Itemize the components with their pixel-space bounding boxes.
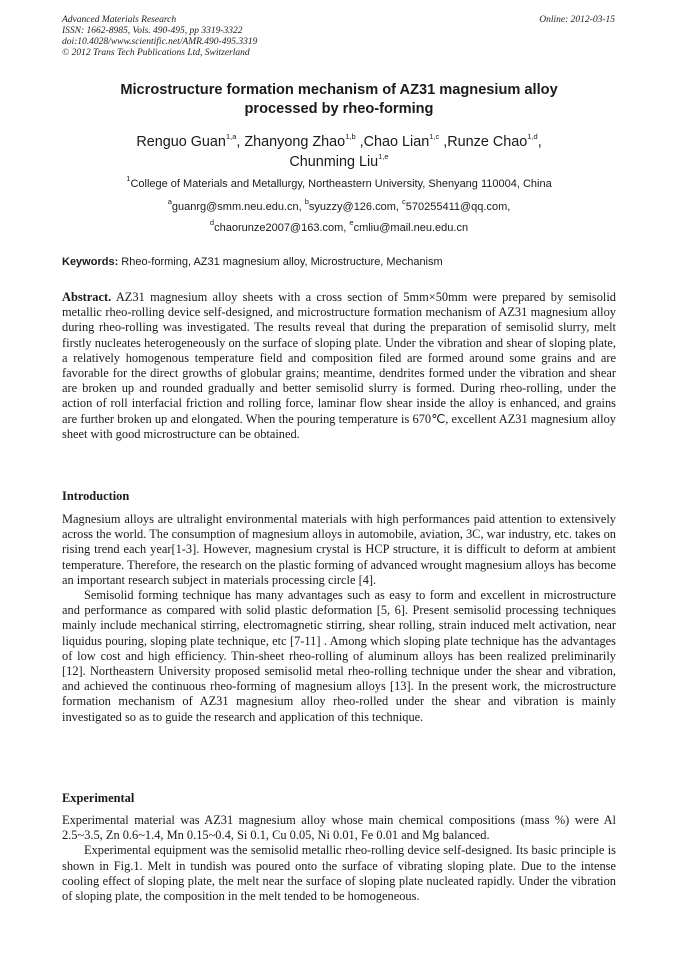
keywords-line	[62, 255, 616, 269]
email-address: chaorunze2007@163.com,	[214, 222, 350, 234]
journal-name: Advanced Materials Research	[62, 15, 177, 25]
abstract	[62, 290, 616, 442]
title-line-2: processed by rheo-forming	[244, 101, 434, 117]
copyright-line: © 2012 Trans Tech Publications Ltd, Switzerland	[62, 48, 250, 58]
email-superscript: e	[349, 218, 354, 228]
email-superscript: a	[167, 197, 172, 207]
email-address: guanrg@smm.neu.edu.cn,	[171, 201, 305, 213]
abstract-label: Abstract.	[62, 290, 112, 304]
author-separator: ,	[537, 134, 542, 150]
email-address: 570255411@qq.com,	[405, 201, 511, 213]
email-superscript: d	[209, 218, 215, 228]
author-name: ,Chao Lian	[355, 134, 430, 150]
title-line-1: Microstructure formation mechanism of AZ31 magnesium alloy	[120, 82, 558, 98]
keywords-label: Keywords:	[62, 256, 119, 268]
paragraph: Experimental equipment was the semisolid metallic rheo-rolling device self-designed. Its basic principle is shown in Fig.1. Melt in tundish was poured onto the surface of vibrating sloping plate. Due to the intense cooling effect of sloping plate, the melt near the surface of sloping plate nucleated rapidly. Under the vibration of sloping plate, the composition in the melt tended to be homogeneous.	[62, 843, 616, 904]
journal-meta	[62, 15, 257, 59]
author-name: Chunming Liu	[289, 154, 379, 170]
author-superscript: 1,a	[225, 132, 237, 142]
email-superscript: c	[402, 197, 406, 207]
paragraph: Experimental material was AZ31 magnesium alloy whose main chemical compositions (mass %) were Al 2.5~3.5, Zn 0.6~1.4, Mn 0.15~0.4, Si 0.1, Cu 0.05, Ni 0.01, Fe 0.01 and Mg balanced.	[62, 813, 616, 843]
introduction-section	[62, 512, 616, 725]
keywords-text: Rheo-forming, AZ31 magnesium alloy, Microstructure, Mechanism	[118, 256, 443, 268]
email-superscript: b	[304, 197, 309, 207]
email-address: cmliu@mail.neu.edu.cn	[353, 222, 469, 234]
issn-line: ISSN: 1662-8985, Vols. 490-495, pp 3319-3322	[62, 26, 243, 36]
experimental-section	[62, 813, 616, 904]
affiliation-text: College of Materials and Metallurgy, Northeastern University, Shenyang 110004, China	[130, 178, 552, 190]
author-name: Renguo Guan	[136, 134, 226, 150]
affiliation-superscript: 1	[126, 174, 131, 184]
email-list	[62, 197, 616, 239]
author-list	[62, 132, 616, 172]
doi-line: doi:10.4028/www.scientific.net/AMR.490-495.3319	[62, 37, 258, 47]
affiliation	[62, 174, 616, 191]
author-name: , Zhanyong Zhao	[236, 134, 346, 150]
section-heading-introduction: Introduction	[62, 489, 130, 503]
paragraph: Semisolid forming technique has many advantages such as easy to form and excellent in microstructure and performance as compared with solid plastic deformation [5, 6]. Present semisolid processing techniques mainly include mechanical stirring, electromagnetic stirring, shear rolling, strain induced melt activation, near liquidus pouring, sloping plate technique, etc [7-11] . Among which sloping plate technique has the advantages of low cost and high efficiency. Thin-sheet rheo-rolling of aluminum alloys has been realized preliminarily [12]. Northeastern University proposed semisolid metal rheo-rolling technique under the shear and vibration, and achieved the continuous rheo-forming of magnesium alloys [13]. In the present work, the microstructure formation mechanism of AZ31 magnesium alloy rheo-rolled under the shear and vibration is mainly investigated so as to guide the research and application of this technique.	[62, 588, 616, 724]
author-superscript: 1,d	[527, 132, 538, 142]
author-superscript: 1,e	[378, 152, 389, 162]
email-address: syuzzy@126.com,	[308, 201, 402, 213]
author-name: ,Runze Chao	[439, 134, 528, 150]
section-heading-experimental: Experimental	[62, 791, 135, 805]
online-date: Online: 2012-03-15	[539, 15, 615, 25]
abstract-text: AZ31 magnesium alloy sheets with a cross section of 5mm×50mm were prepared by semisolid metallic rheo-rolling device self-designed, and microstructure formation mechanism of AZ31 magnesium alloy during rheo-rolling was investigated. The results reveal that during the preparation of semisolid slurry, melt firstly nucleates heterogeneously on the surface of sloping plate. Under the vibration and shear of sloping plate, a relatively homogenous temperature field and composition filed are formed around some grains and are favorable for the direct growths of globular grains; meantime, dendrites formed under the vibration and shear are broken up and rounded gradually and better semisolid slurry is formed. During rheo-rolling, under the action of roll interfacial friction and rolling force, laminar flow shear inside the alloy is enhanced, and grains are further broken up and elongated. When the pouring temperature is 670℃, excellent AZ31 magnesium alloy sheet with good microstructure can be obtained.	[62, 290, 616, 441]
author-superscript: 1,c	[429, 132, 440, 142]
paper-title	[62, 81, 616, 119]
paragraph: Magnesium alloys are ultralight environmental materials with high performances paid attention to extensively across the world. The consumption of magnesium alloys in automobile, aviation, 3C, war industry, etc. takes on rising trend each year[1-3]. However, magnesium crystal is HCP structure, it is difficult to deform at ambient temperature. Therefore, the research on the plastic forming of advanced wrought magnesium alloys has become an important research subject in materials processing circle [4].	[62, 512, 616, 587]
author-superscript: 1,b	[345, 132, 356, 142]
